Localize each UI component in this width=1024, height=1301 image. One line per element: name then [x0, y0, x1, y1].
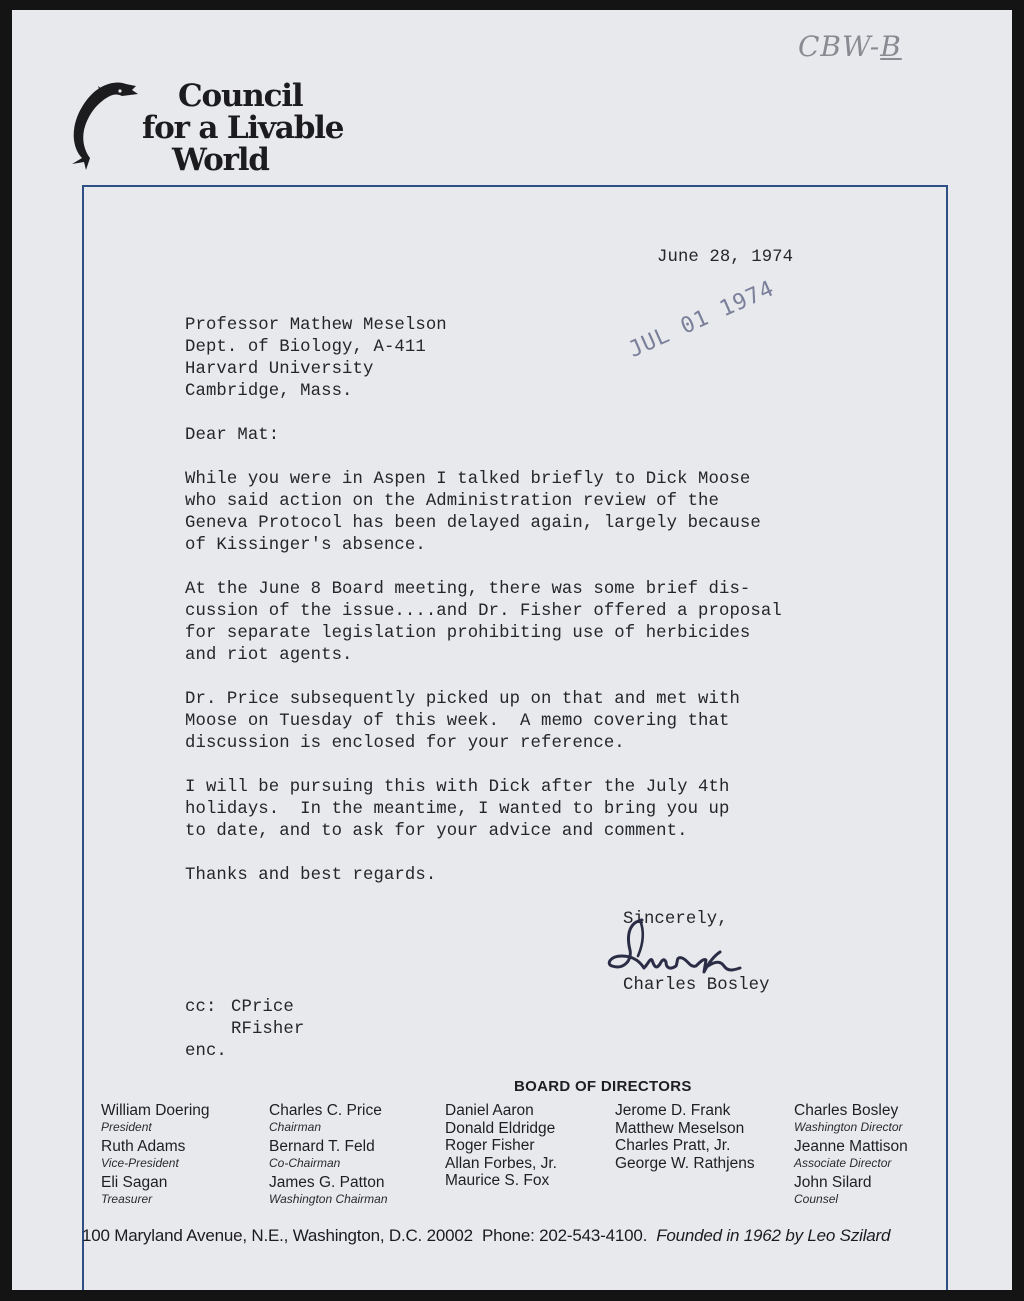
- director-name: William Doering: [101, 1102, 210, 1119]
- letter-page: [12, 10, 1012, 1290]
- director-role: Co-Chairman: [269, 1156, 341, 1170]
- director-name: Roger Fisher: [445, 1137, 535, 1154]
- board-of-directors-title: BOARD OF DIRECTORS: [514, 1078, 692, 1095]
- body-line: cussion of the issue....and Dr. Fisher offered a proposal: [185, 602, 782, 621]
- footer-address: 100 Maryland Avenue, N.E., Washington, D.C. 20002: [82, 1226, 473, 1245]
- address-line: Professor Mathew Meselson: [185, 316, 447, 335]
- address-line: Harvard University: [185, 360, 374, 379]
- address-line: Dept. of Biology, A-411: [185, 338, 426, 357]
- body-line: Moose on Tuesday of this week. A memo covering that: [185, 712, 730, 731]
- director-name: John Silard: [794, 1174, 872, 1191]
- body-line: to date, and to ask for your advice and comment.: [185, 822, 688, 841]
- director-role: Vice-President: [101, 1156, 179, 1170]
- cc-label: cc:: [185, 998, 217, 1017]
- ref-mark-suffix: B: [880, 30, 902, 63]
- director-role: Chairman: [269, 1120, 322, 1134]
- body-line: While you were in Aspen I talked briefly to Dick Moose: [185, 470, 751, 489]
- director-role: Washington Chairman: [269, 1192, 388, 1206]
- body-line: who said action on the Administration review of the: [185, 492, 719, 511]
- director-role: Associate Director: [794, 1156, 892, 1170]
- director-role: President: [101, 1120, 152, 1134]
- director-name: George W. Rathjens: [615, 1154, 755, 1172]
- board-column: [615, 1102, 755, 1172]
- director-name: Allan Forbes, Jr.: [445, 1154, 557, 1172]
- director-name: Ruth Adams: [101, 1138, 186, 1155]
- director-name: Charles Bosley: [794, 1102, 899, 1119]
- organization-name: [142, 80, 343, 176]
- director-name: Jerome D. Frank: [615, 1102, 731, 1119]
- director-name: Eli Sagan: [101, 1174, 168, 1191]
- director-name: Matthew Meselson: [615, 1119, 745, 1137]
- cc-name: RFisher: [231, 1020, 305, 1039]
- board-column: [101, 1102, 210, 1210]
- signer-name: Charles Bosley: [623, 976, 770, 995]
- dolphin-logo-icon: [64, 78, 144, 170]
- enclosure-note: enc.: [185, 1042, 227, 1061]
- body-line: for separate legislation prohibiting use of herbicides: [185, 624, 751, 643]
- closing: Sincerely,: [623, 910, 728, 929]
- director-role: Counsel: [794, 1192, 839, 1206]
- ref-mark-prefix: CBW-: [798, 30, 881, 63]
- archive-reference-mark: [798, 30, 902, 63]
- director-name: Charles C. Price: [269, 1102, 382, 1119]
- director-name: James G. Patton: [269, 1174, 385, 1191]
- body-line: Dr. Price subsequently picked up on that and met with: [185, 690, 740, 709]
- received-date-stamp: JUL 01 1974: [625, 276, 779, 363]
- salutation: Dear Mat:: [185, 426, 280, 445]
- body-line: of Kissinger's absence.: [185, 536, 426, 555]
- director-role: Treasurer: [101, 1192, 153, 1206]
- board-column: [445, 1102, 557, 1190]
- director-role: Washington Director: [794, 1120, 903, 1134]
- body-line: discussion is enclosed for your reference.: [185, 734, 625, 753]
- body-line: At the June 8 Board meeting, there was some brief dis-: [185, 580, 751, 599]
- director-name: Maurice S. Fox: [445, 1172, 550, 1189]
- org-name-line3: World: [172, 142, 269, 178]
- body-line: Thanks and best regards.: [185, 866, 437, 885]
- board-column: [269, 1102, 388, 1210]
- body-line: and riot agents.: [185, 646, 353, 665]
- director-name: Bernard T. Feld: [269, 1138, 375, 1155]
- address-line: Cambridge, Mass.: [185, 382, 353, 401]
- footer-founded: Founded in 1962 by Leo Szilard: [656, 1226, 891, 1245]
- body-line: I will be pursuing this with Dick after the July 4th: [185, 778, 730, 797]
- body-line: holidays. In the meantime, I wanted to bring you up: [185, 800, 730, 819]
- letter-date: June 28, 1974: [657, 248, 794, 267]
- letterhead-footer: [82, 1226, 890, 1246]
- director-name: Daniel Aaron: [445, 1102, 534, 1119]
- footer-phone: Phone: 202-543-4100.: [481, 1226, 648, 1245]
- board-column: [794, 1102, 908, 1210]
- director-name: Jeanne Mattison: [794, 1138, 908, 1155]
- director-name: Charles Pratt, Jr.: [615, 1137, 731, 1154]
- director-name: Donald Eldridge: [445, 1119, 556, 1137]
- org-name-line1: Council: [178, 78, 303, 114]
- cc-name: CPrice: [231, 998, 294, 1017]
- body-line: Geneva Protocol has been delayed again, largely because: [185, 514, 761, 533]
- org-name-line2: for a Livable: [142, 110, 344, 146]
